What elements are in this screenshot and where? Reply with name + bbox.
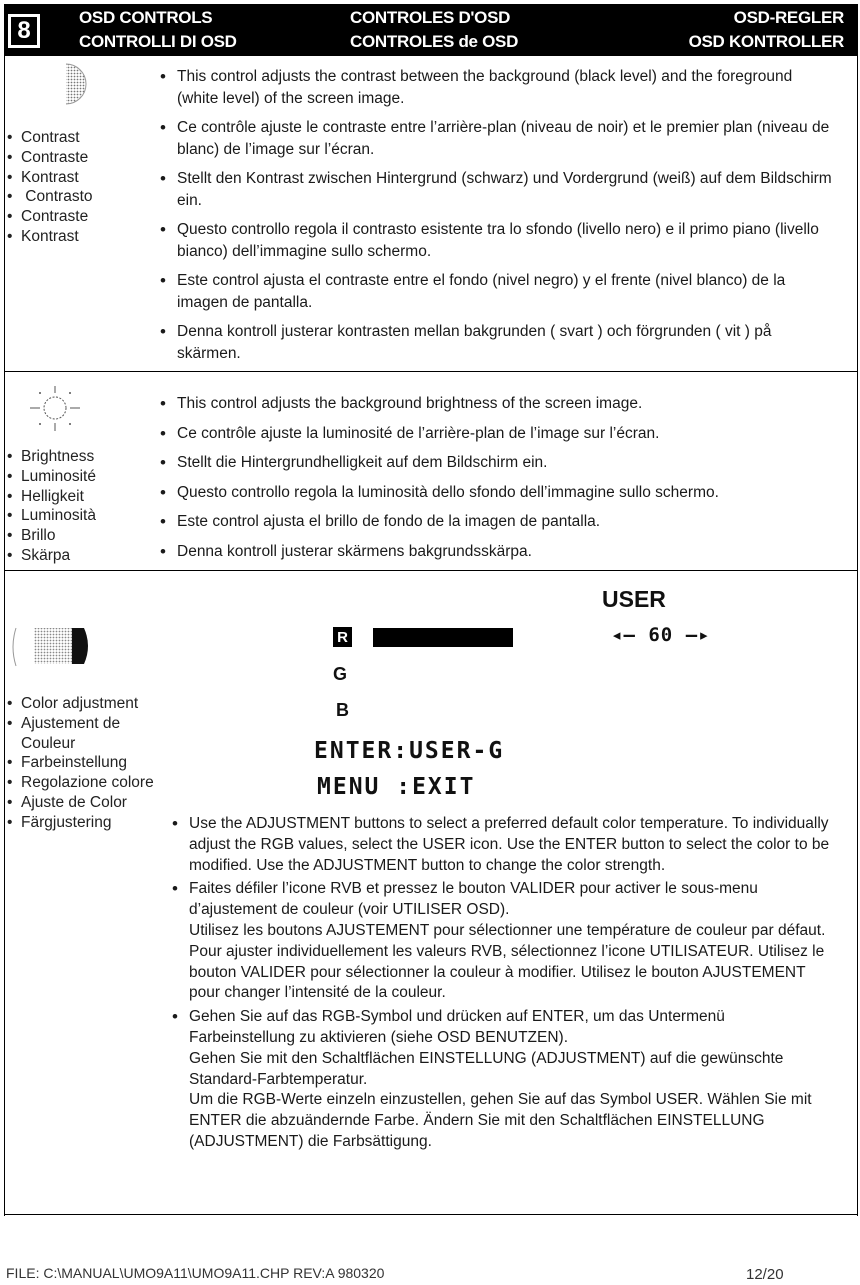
paragraph-fr: • Ce contrôle ajuste le contraste entre l’arrière-plan (niveau de noir) et le premier plan (niveau de blanc) de l’image sur l’écran. (160, 117, 837, 160)
label-item: • Helligkeit (7, 487, 96, 507)
header-title-de: OSD-REGLER (733, 8, 844, 27)
footer-file-path: FILE: C:\MANUAL\UMO9A11\UMO9A11.CHP REV:A 980320 (6, 1265, 385, 1281)
label-item: • Farbeinstellung (7, 753, 157, 773)
contrast-labels (7, 128, 93, 247)
osd-enter-hint: ENTER:USER-G (314, 738, 505, 764)
osd-value-readout (611, 624, 711, 646)
header-title-sv: OSD KONTROLLER (688, 32, 844, 51)
label-item: • Contrast (7, 128, 93, 148)
label-item: • Färgjustering (7, 813, 157, 833)
frame-right-border (857, 56, 858, 1216)
label-item: • Brightness (7, 447, 96, 467)
osd-blue-channel-label: B (336, 700, 349, 720)
paragraph-de-3: Um die RGB-Werte einzeln einzustellen, gehen Sie auf das Symbol USER. Wählen Sie mit ENTER die abzuändernde Farbe. Ändern Sie mit den Schaltflächen EINSTELLUNG (ADJUSTMENT) die Farbsättigung. (189, 1091, 812, 1150)
contrast-icon (52, 60, 100, 108)
frame-left-border (4, 56, 5, 1216)
label-item: • Kontrast (7, 168, 93, 188)
brightness-labels (7, 447, 96, 566)
header-title-fr: CONTROLES D'OSD (350, 8, 511, 27)
section-number: 8 (8, 14, 40, 48)
label-item: • Kontrast (7, 227, 93, 247)
paragraph-sv: • Denna kontroll justerar skärmens bakgrundsskärpa. (160, 541, 837, 563)
osd-red-channel-label: R (333, 627, 352, 647)
paragraph-it: • Questo controllo regola il contrasto esistente tra lo sfondo (livello nero) e il primo piano (livello bianco) dell’immagine sullo schermo. (160, 219, 837, 262)
left-arrow-icon: ◂– (611, 624, 636, 646)
paragraph-de (172, 1007, 835, 1153)
paragraph-en: • Use the ADJUSTMENT buttons to select a preferred default color temperature. To individually adjust the RGB values, select the USER icon. Use the ENTER button to select the color to be modified. Use the ADJUSTMENT button to change the color strength. (172, 814, 835, 876)
paragraph-fr (172, 879, 835, 1004)
header-title-it: CONTROLLI DI OSD (79, 32, 237, 51)
paragraph-en: • This control adjusts the background brightness of the screen image. (160, 393, 837, 415)
paragraph-es: • Este control ajusta el contraste entre el fondo (nivel negro) y el frente (nivel blanco) de la imagen de pantalla. (160, 270, 837, 313)
paragraph-en: • This control adjusts the contrast between the background (black level) and the foreground (white level) of the screen image. (160, 66, 837, 109)
label-item: • Brillo (7, 526, 96, 546)
paragraph-fr: • Ce contrôle ajuste la luminosité de l’arrière-plan de l’image sur l’écran. (160, 423, 837, 445)
color-description (172, 814, 835, 1153)
header-title-es: CONTROLES de OSD (350, 32, 519, 51)
paragraph-de-2: Gehen Sie mit den Schaltflächen EINSTELLUNG (ADJUSTMENT) auf die gewünschte Standard-Farbtemperatur. (189, 1049, 784, 1088)
right-arrow-icon: –▸ (685, 624, 711, 646)
frame-bottom-border (4, 1214, 858, 1215)
label-item: • Contrasto (7, 187, 93, 207)
paragraph-de: • Stellt den Kontrast zwischen Hintergrund (schwarz) und Vordergrund (weiß) auf dem Bildschirm ein. (160, 168, 837, 211)
color-labels (7, 694, 157, 833)
section-divider (4, 570, 858, 571)
color-adjust-icon (10, 624, 100, 670)
label-item: • Regolazione colore (7, 773, 157, 793)
label-item: • Luminosità (7, 506, 96, 526)
contrast-description (160, 66, 837, 372)
paragraph-de-1: • Gehen Sie auf das RGB-Symbol und drücken auf ENTER, um das Untermenü Farbeinstellung zu aktivieren (siehe OSD BENUTZEN). (189, 1008, 725, 1046)
osd-green-channel-label: G (333, 664, 348, 684)
paragraph-de: • Stellt die Hintergrundhelligkeit auf dem Bildschirm ein. (160, 452, 837, 474)
label-item: • Contraste (7, 207, 93, 227)
label-item: • Color adjustment (7, 694, 157, 714)
header-title-en: OSD CONTROLS (79, 8, 213, 27)
label-item: • Luminosité (7, 467, 96, 487)
brightness-description (160, 393, 837, 570)
label-item: • Ajustement de Couleur (7, 714, 157, 754)
paragraph-es: • Este control ajusta el brillo de fondo de la imagen de pantalla. (160, 511, 837, 533)
section-header (4, 4, 858, 56)
label-item: • Skärpa (7, 546, 96, 566)
osd-red-level-bar (373, 628, 513, 647)
osd-menu-title: USER (602, 586, 666, 612)
osd-value: 60 (648, 624, 674, 646)
sun-icon (20, 384, 90, 434)
label-item: • Ajuste de Color (7, 793, 157, 813)
osd-menu-hint: MENU :EXIT (317, 774, 476, 800)
page-number: 12/20 (746, 1266, 784, 1283)
paragraph-sv: • Denna kontroll justerar kontrasten mellan bakgrunden ( svart ) och förgrunden ( vit ) på skärmen. (160, 321, 837, 364)
paragraph-it: • Questo controllo regola la luminosità dello sfondo dell’immagine sullo schermo. (160, 482, 837, 504)
paragraph-fr-1: • Faites défiler l’icone RVB et pressez le bouton VALIDER pour activer le sous-menu d’ajustement de couleur (voir UTILISER OSD). (189, 880, 758, 919)
label-item: • Contraste (7, 148, 93, 168)
paragraph-fr-2: Utilisez les boutons AJUSTEMENT pour sélectionner une température de couleur par défaut. Pour ajuster individuellement les valeurs RVB, sélectionnez l’icone UTILISATEUR. Utilisez le bouton VALIDER pour sélectionner la couleur à modifier. Utilisez le bouton AJUSTEMENT pour changer l’intensité de la couleur. (189, 921, 826, 1002)
